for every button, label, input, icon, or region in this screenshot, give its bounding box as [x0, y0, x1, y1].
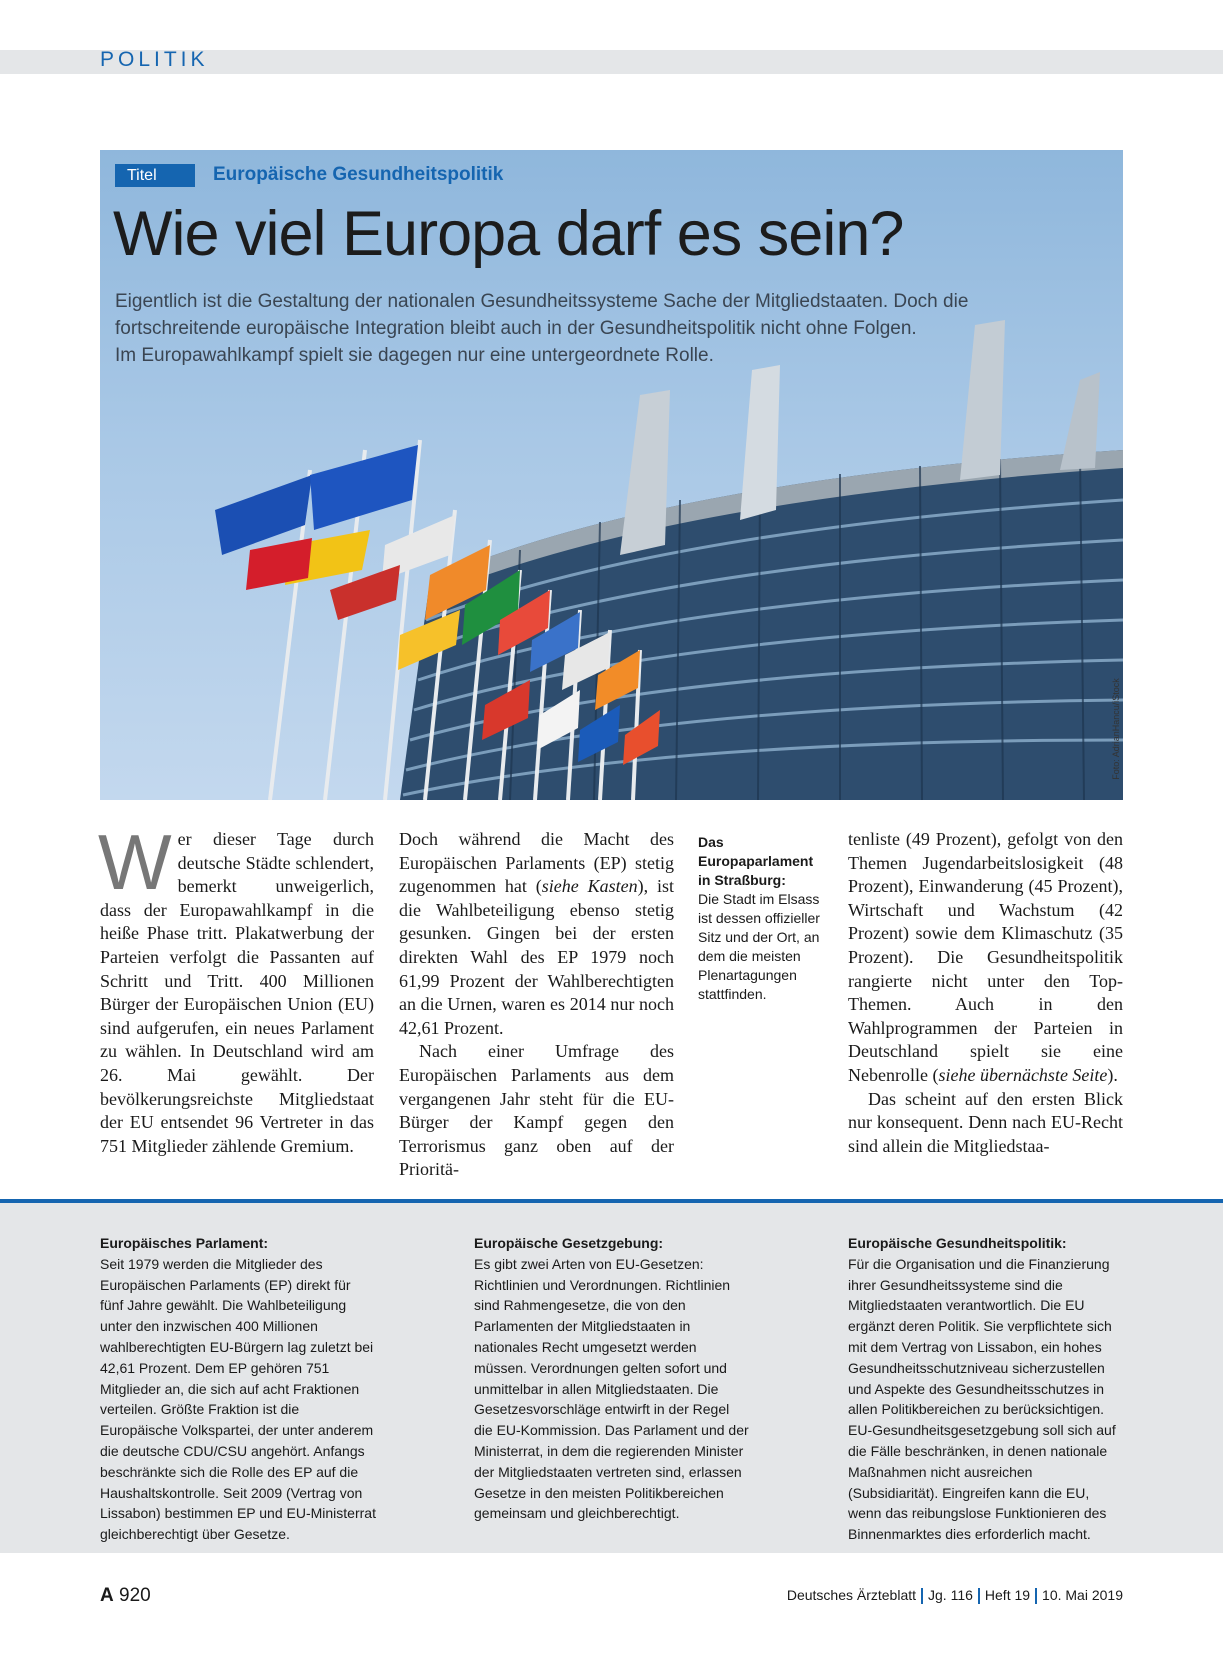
- page-letter: A: [100, 1585, 114, 1606]
- volume: Jg. 116: [928, 1587, 973, 1603]
- lead-text: [115, 288, 1045, 369]
- article-column-2: [399, 828, 674, 1182]
- body-text: ).: [1107, 1064, 1118, 1085]
- separator: [921, 1588, 923, 1604]
- body-paragraph: Das scheint auf den ersten Blick nur konsequent. Denn nach EU-Recht sind allein die Mitgliedstaa-: [848, 1088, 1123, 1156]
- factbox-area: [0, 1203, 1223, 1553]
- separator: [978, 1588, 980, 1604]
- factbox-text: Seit 1979 werden die Mitglieder des Europäischen Parlaments (EP) direkt für fünf Jahre gewählt. Die Wahlbeteiligung unter den inzwischen 400 Millionen wahlberechtigten EU-Bürgern lag zuletzt bei 42,61 Prozent. Dem EP gehören 751 Mitglieder an, die sich auf acht Fraktionen verteilen. Größte Fraktion ist die Europäische Volkspartei, der unter anderem die deutsche CDU/CSU angehört. Anfangs beschränkte sich die Rolle des EP auf die Haushaltskontrolle. Seit 2009 (Vertrag von Lissabon) bestimmen EP und EU-Ministerrat gleichberechtigt über Gesetze.: [100, 1255, 376, 1543]
- factbox-parliament: [100, 1233, 376, 1545]
- article-column-1: [98, 818, 374, 1158]
- body-paragraph: [399, 828, 674, 1040]
- lead-line: Im Europawahlkampf spielt sie dagegen nur eine untergeordnete Rolle.: [115, 345, 714, 366]
- factbox-title: Europäisches Parlament:: [100, 1235, 269, 1251]
- factbox-legislation: [474, 1233, 750, 1524]
- caption-text: Die Stadt im Elsass ist dessen offizieller Sitz und der Ort, an dem die meisten Plenartagungen stattfinden.: [698, 891, 820, 1002]
- separator: [1035, 1588, 1037, 1604]
- issue-date: 10. Mai 2019: [1042, 1587, 1123, 1603]
- caption-title: Das Europaparlament in Straßburg:: [698, 834, 814, 888]
- headline: Wie viel Europa darf es sein?: [113, 199, 904, 269]
- body-text: Doch während die Macht des Europäischen Parlaments (EP) stetig zugenommen hat (: [399, 829, 674, 897]
- body-paragraph: er dieser Tage durch deutsche Städte schlendert, bemerkt unweigerlich, dass der Europawahlkampf in die heiße Phase tritt. Plakatwerbung der Parteien verfolgt die Passanten auf Schritt und Tritt. 400 Millionen Bürger der Europäischen Union (EU) sind aufgerufen, ein neues Parlament zu wählen. In Deutschland wird am 26. Mai gewählt. Der bevölkerungsreichste Mitgliedstaat der EU entsendet 96 Vertreter in das 751 Mitglieder zählende Gremium.: [100, 829, 374, 1156]
- hero-photo: [100, 150, 1123, 800]
- issue: Heft 19: [984, 1587, 1031, 1603]
- lead-line: Eigentlich ist die Gestaltung der nationalen Gesundheitssysteme Sache der Mitgliedstaaten. Doch die: [115, 291, 969, 312]
- publication-footer: [787, 1587, 1123, 1604]
- factbox-title: Europäische Gesetzgebung:: [474, 1235, 664, 1251]
- body-paragraph: Nach einer Umfrage des Europäischen Parlaments aus dem vergangenen Jahr steht für die EU-Bürger der Kampf gegen den Terrorismus ganz oben auf der Prioritä-: [399, 1041, 674, 1180]
- body-text: tenliste (49 Prozent), gefolgt von den Themen Jugendarbeitslosigkeit (48 Prozent), Einwanderung (45 Prozent), Wirtschaft und Wachstum (42 Prozent) sowie dem Klimaschutz (35 Prozent). Die Gesundheitspolitik rangierte nicht unter den Top-Themen. Auch in den Wahlprogrammen der Parteien in Deutschland spielt sie eine Nebenrolle (: [848, 829, 1123, 1085]
- factbox-title: Europäische Gesundheitspolitik:: [848, 1235, 1067, 1251]
- lead-line: fortschreitende europäische Integration bleibt auch in der Gesundheitspolitik nicht ohne Folgen.: [115, 318, 917, 339]
- factbox-text: Für die Organisation und die Finanzierung ihrer Gesundheitssysteme sind die Mitgliedstaaten verantwortlich. Die EU ergänzt deren Politik. Sie verpflichtete sich mit dem Vertrag von Lissabon, ein hohes Gesundheitsschutzniveau sicherzustellen und Aspekte des Gesundheitsschutzes in allen Politikbereichen zu berücksichtigen. EU-Gesundheitsgesetzgebung soll sich auf die Fälle beschränken, in denen nationale Maßnahmen nicht ausreichen (Subsidiarität). Eingreifen kann die EU, wenn das reibungslose Funktionieren des Binnenmarktes dies erforderlich macht.: [848, 1255, 1116, 1543]
- section-label: POLITIK: [100, 48, 209, 71]
- page-number-value: 920: [119, 1585, 151, 1606]
- photo-caption: [698, 833, 828, 1004]
- factbox-text: Es gibt zwei Arten von EU-Gesetzen: Richtlinien und Verordnungen. Richtlinien sind Rahmengesetze, die von den Parlamenten der Mitgliedstaaten in nationales Recht umgesetzt werden müssen. Verordnungen gelten sofort und unmittelbar in allen Mitgliedstaaten. Die Gesetzesvorschläge entwirft in der Regel die EU-Kommission. Das Parlament und der Ministerrat, in dem die regierenden Minister der Mitgliedstaaten vertreten sind, erlassen Gesetze in den meisten Politikbereichen gemeinsam und gleichberechtigt.: [474, 1255, 749, 1522]
- kicker-box: Titel: [115, 164, 195, 187]
- body-text: ), ist die Wahlbeteiligung ebenso stetig gesunken. Gingen bei der ersten direkten Wahl des EP 1979 noch 61,99 Prozent der Wahlberechtigten an die Urnen, waren es 2014 nur noch 42,61 Prozent.: [399, 876, 674, 1038]
- cross-reference: siehe übernächste Seite: [938, 1064, 1108, 1085]
- factbox-health-policy: [848, 1233, 1124, 1545]
- cross-reference: siehe Kasten: [541, 876, 638, 897]
- body-paragraph: [848, 828, 1123, 1088]
- photo-credit: Foto: AdrianHancu/iStock: [1111, 678, 1121, 780]
- publication-name: Deutsches Ärzteblatt: [786, 1587, 917, 1603]
- dropcap: W: [98, 818, 172, 906]
- article-column-3: [848, 828, 1123, 1158]
- page-number: [100, 1585, 151, 1607]
- kicker: Europäische Gesundheitspolitik: [213, 164, 504, 185]
